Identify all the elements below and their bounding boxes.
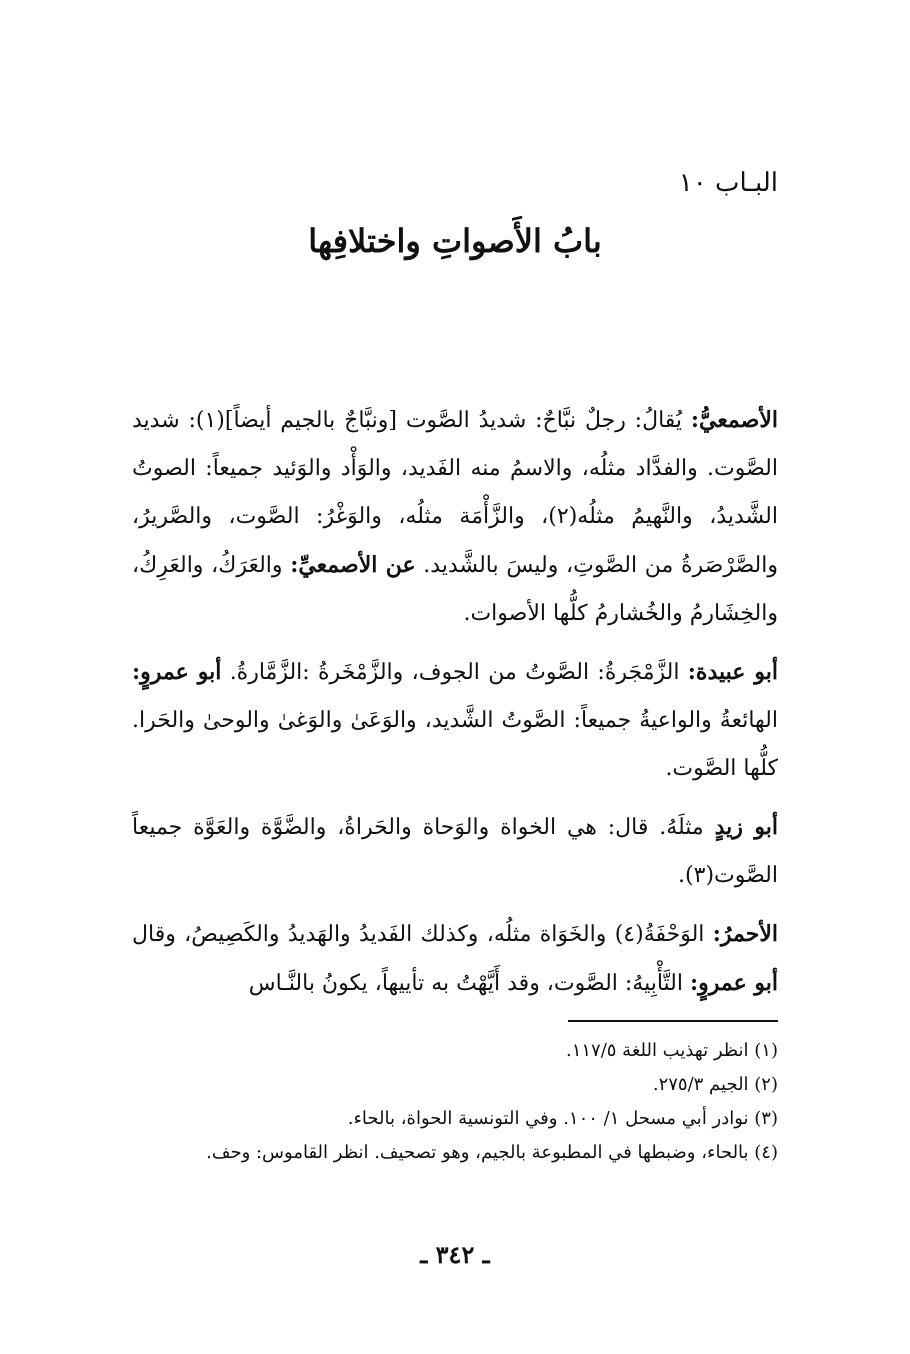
footnote: (٤) بالحاء، وضبطها في المطبوعة بالجيم، وهو تصحيف. انظر القاموس: وحف. (206, 1142, 778, 1163)
paragraph-text: الهائعةُ والواعيةُ جميعاً: الصَّوتُ الشَّديد، والوَعَىٰ والوَغىٰ والوحىٰ والحَرا. كلُّها الصَّوت. (132, 708, 778, 781)
narrator-name: أبو عمروٍ: (132, 659, 222, 685)
narrator-name: الأصمعيُّ: (690, 407, 778, 433)
chapter-title: بابُ الأَصواتِ واختلافِها (308, 222, 602, 260)
narrator-name: أبو عبيدة: (687, 659, 779, 685)
chapter-label: البـاب ١٠ (678, 168, 778, 198)
paragraph-text: والعَرَكُ، والعَرِكُ، والخِشَارمُ والخُشارمُ كلُّها الأصوات. (132, 553, 778, 626)
narrator-name: عن الأصمعيِّ: (290, 552, 416, 578)
narrator-name: أبو عمروٍ: (690, 970, 778, 996)
narrator-name: الأحمرُ: (712, 921, 778, 947)
narrator-name: أبو زيدٍ (714, 814, 778, 840)
paragraph-text: الزَّمْجَرةُ: الصَّوتُ من الجوف، والزَّمْخَرةُ :الزَّمَّارةُ. (221, 660, 688, 685)
paragraph-text: مثلَهُ. قال: هي الخواة والوَحاة والحَراةُ، والضَّوَّة والعَوَّة جميعاً الصَّوت(٣). (132, 815, 778, 888)
footnotes (132, 1034, 778, 1170)
footnote: (١) انظر تهذيب اللغة ١١٧/٥. (565, 1040, 778, 1061)
body-text (132, 396, 778, 1018)
paragraph-text: الوَحْفَةُ(٤) والخَوَاة مثلُه، وكذلك الفَديدُ والهَديدُ والكَصِيصُ، وقال (132, 922, 713, 947)
footnote: (٢) الجيم ٢٧٥/٣. (652, 1074, 778, 1095)
paragraph (132, 396, 778, 638)
paragraph (132, 648, 778, 793)
page-number: ـ ٣٤٢ ـ (420, 1240, 490, 1269)
paragraph (132, 803, 778, 900)
paragraph-text: التَّأْبِيهُ: الصَّوت، وقد أَيَّهْتُ به تأييهاً، يكونُ بالنَّـاس (248, 971, 690, 996)
footnote: (٣) نوادر أبي مسحل ١/ ١٠٠. وفي التونسية الحواة، بالحاء. (347, 1108, 778, 1129)
footnote-divider (568, 1020, 778, 1022)
paragraph (132, 910, 778, 1008)
paragraph-text: يُقالُ: رجلٌ نبَّاحٌ: شديدُ الصَّوت [ونبَّاجٌ بالجيم أيضاً](١): شديد الصَّوت. والفدَّاد مثلُه، والاسمُ منه الفَديد، والوَأْد والوَئيد جميعاً: الصوتُ الشَّديدُ، والنَّهيمُ مثلُه(٢)، والزَّأْمَة مثلُه، والوَغْرُ: الصَّوت، والصَّريرُ، والصَّرْصَرةُ من الصَّوتِ، وليسَ بالشَّديد. (132, 408, 778, 578)
